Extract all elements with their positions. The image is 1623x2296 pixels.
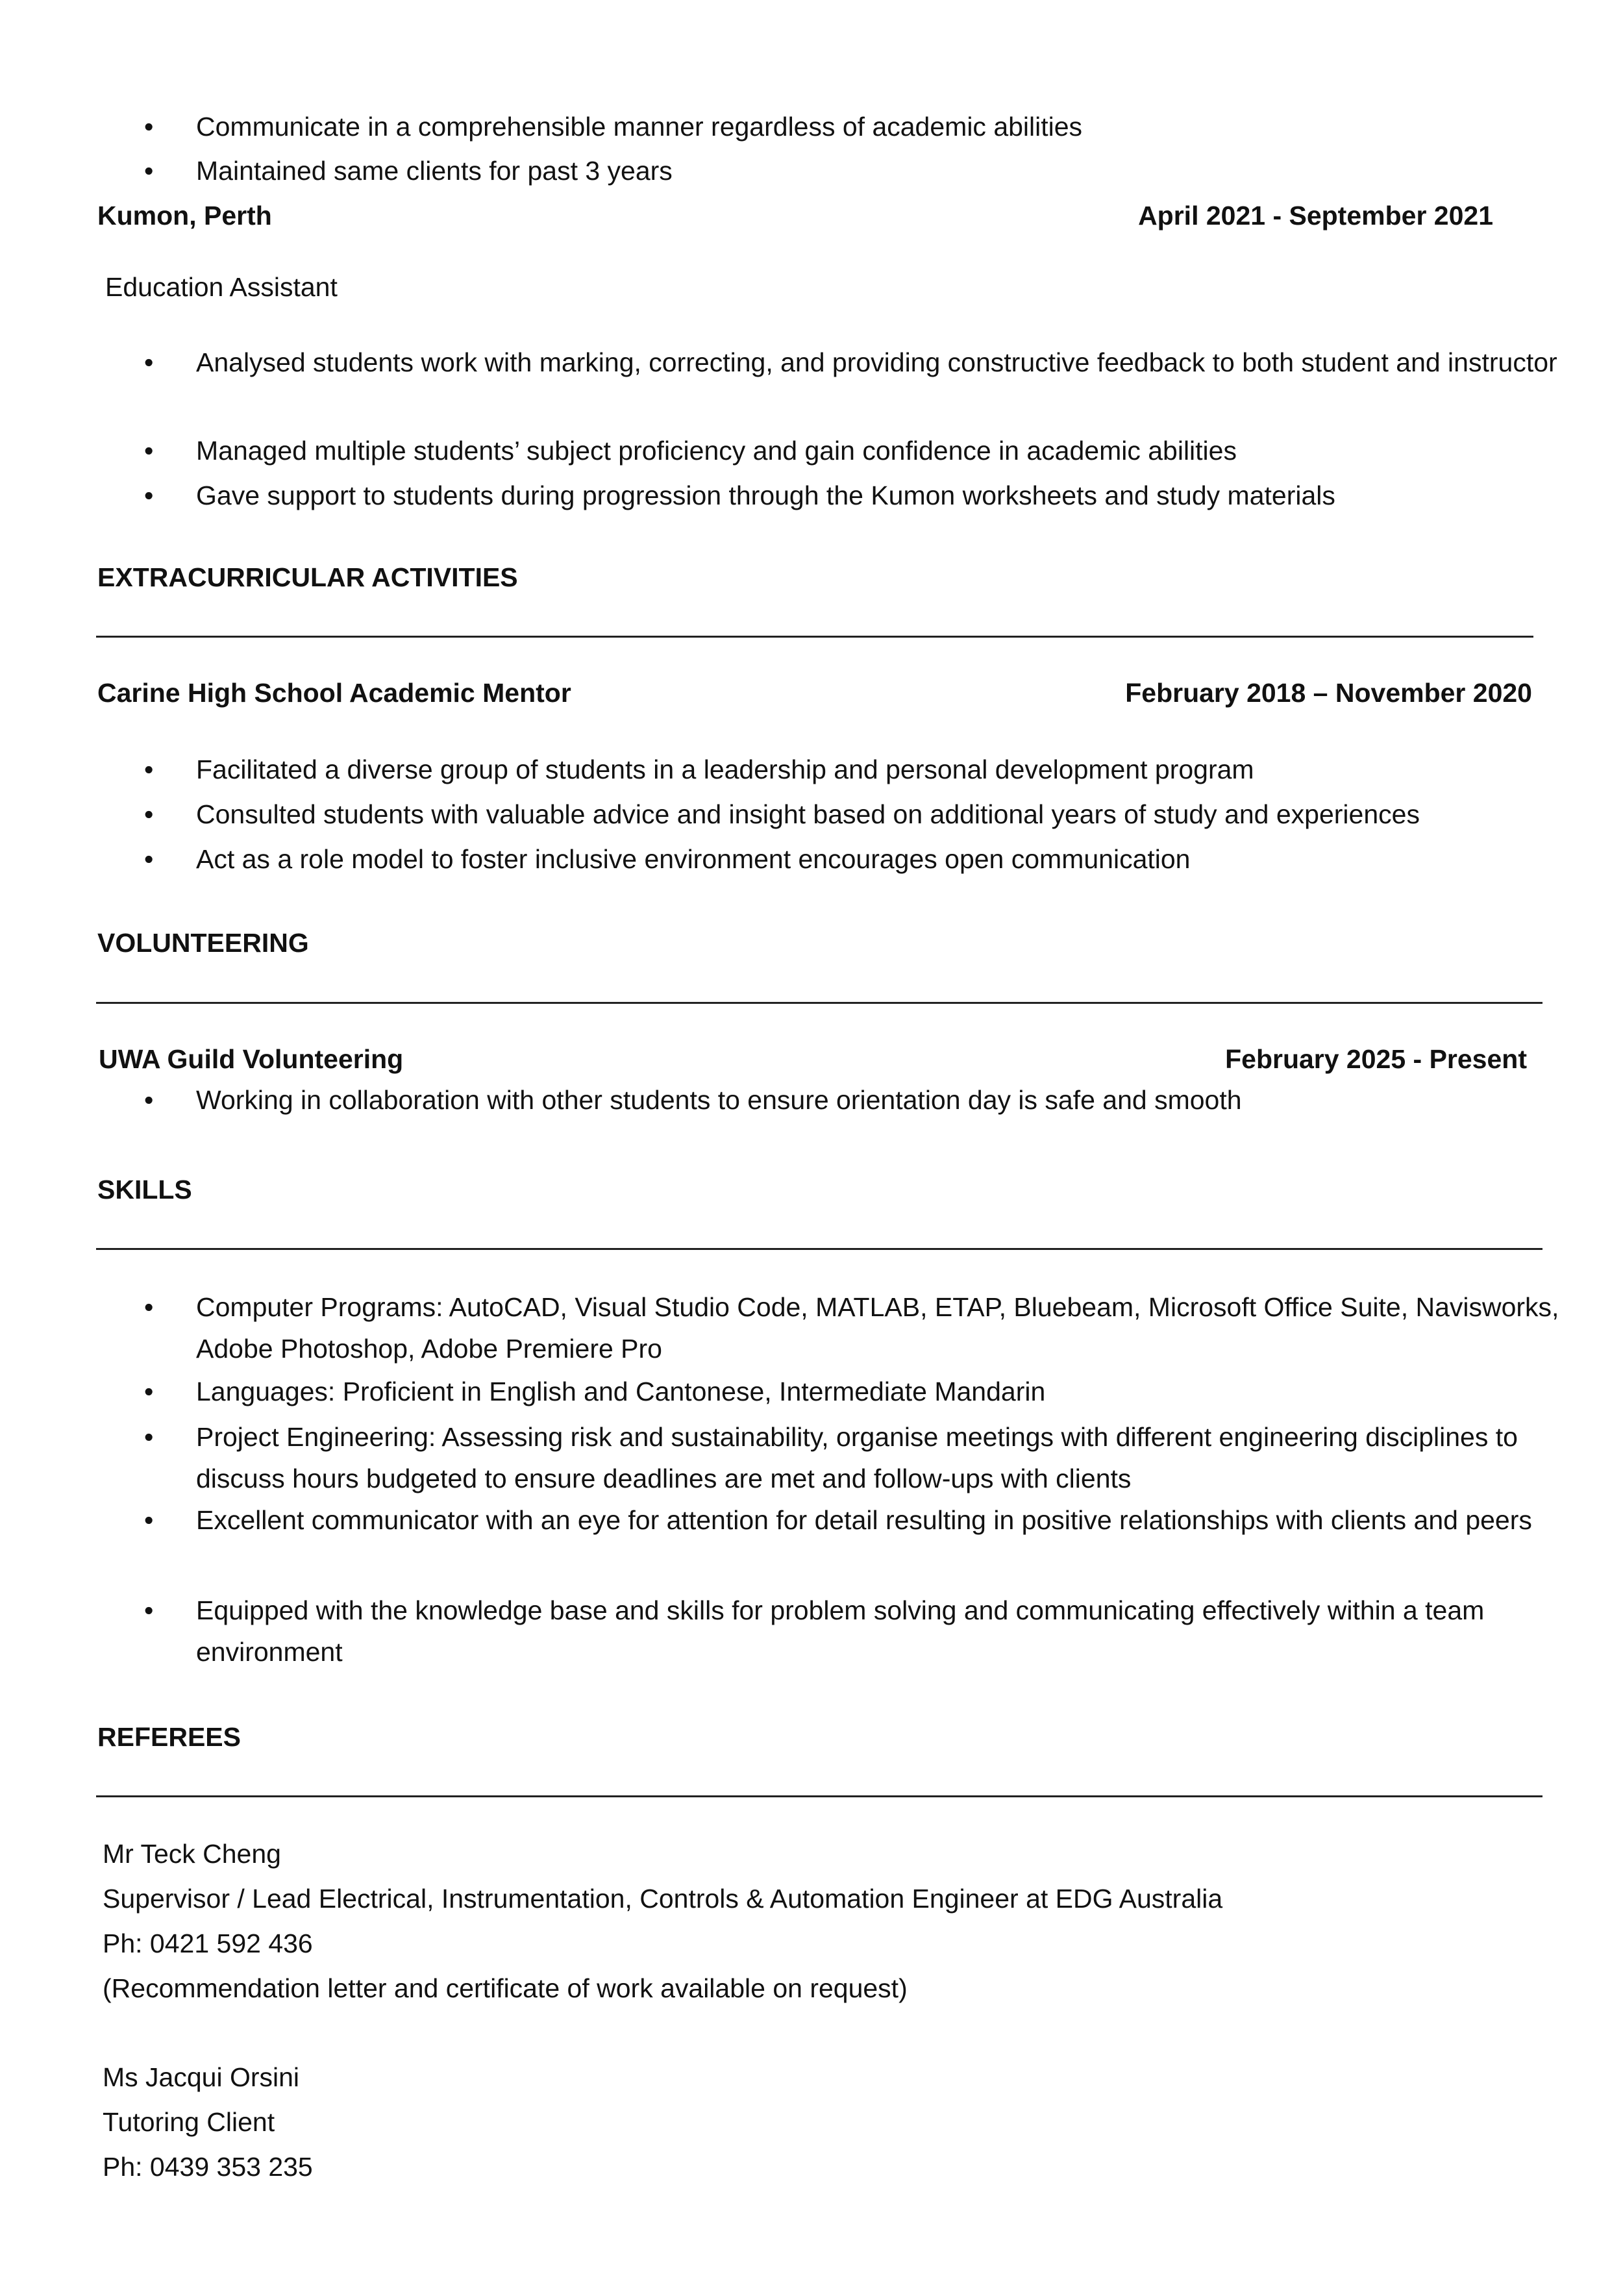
bullet-marker: • [144,1292,154,1322]
job-role: Education Assistant [105,272,338,302]
section-heading-skills: SKILLS [97,1175,192,1204]
section-divider [96,1248,1542,1250]
section-divider [96,1002,1542,1004]
referee-title: Tutoring Client [103,2107,275,2137]
section-divider [96,636,1533,638]
bullet-marker: • [144,1085,154,1115]
bullet-text: Analysed students work with marking, correcting, and providing constructive feedback to both student and instructor [196,347,1557,377]
bullet-text: Act as a role model to foster inclusive environment encourages open communication [196,844,1191,874]
bullet-marker: • [144,480,154,510]
activity-dates: February 2018 – November 2020 [1125,678,1532,708]
job-dates: April 2021 - September 2021 [1138,201,1493,231]
bullet-text: Communicate in a comprehensible manner regardless of academic abilities [196,112,1083,142]
bullet-text: Managed multiple students’ subject proficiency and gain confidence in academic abilities [196,436,1237,466]
bullet-text: Project Engineering: Assessing risk and sustainability, organise meetings with different engineering disciplines to discuss hours budgeted to ensure deadlines are met and follow-ups with clients [196,1422,1518,1493]
volunteer-dates: February 2025 - Present [1225,1044,1527,1074]
bullet-text: Consulted students with valuable advice and insight based on additional years of study and experiences [196,799,1420,829]
bullet-marker: • [144,112,154,142]
bullet-marker: • [144,347,154,377]
bullet-text: Gave support to students during progression through the Kumon worksheets and study materials [196,480,1335,510]
bullet-marker: • [144,436,154,466]
bullet-marker: • [144,755,154,784]
referee-note: (Recommendation letter and certificate of work available on request) [103,1973,908,2003]
bullet-marker: • [144,1595,154,1625]
bullet-marker: • [144,1505,154,1535]
bullet-text: Excellent communicator with an eye for attention for detail resulting in positive relationships with clients and peers [196,1505,1532,1535]
bullet-text: Facilitated a diverse group of students in a leadership and personal development program [196,755,1254,784]
bullet-marker: • [144,1422,154,1452]
referee-phone: Ph: 0439 353 235 [103,2152,313,2182]
bullet-text: Computer Programs: AutoCAD, Visual Studio Code, MATLAB, ETAP, Bluebeam, Microsoft Office Suite, Navisworks, Adobe Photoshop, Adobe Premiere Pro [196,1292,1559,1364]
bullet-text: Equipped with the knowledge base and skills for problem solving and communicating effectively within a team environment [196,1595,1485,1667]
bullet-marker: • [144,1377,154,1406]
bullet-text: Maintained same clients for past 3 years [196,156,673,186]
section-heading-referees: REFEREES [97,1722,241,1752]
volunteer-org: UWA Guild Volunteering [99,1044,404,1074]
section-heading-volunteering: VOLUNTEERING [97,928,309,958]
referee-title: Supervisor / Lead Electrical, Instrumentation, Controls & Automation Engineer at EDG Australia [103,1884,1223,1914]
bullet-marker: • [144,844,154,874]
job-org: Kumon, Perth [97,201,272,231]
activity-org: Carine High School Academic Mentor [97,678,571,708]
referee-name: Ms Jacqui Orsini [103,2062,300,2092]
section-heading-extracurricular: EXTRACURRICULAR ACTIVITIES [97,562,518,592]
bullet-marker: • [144,799,154,829]
referee-phone: Ph: 0421 592 436 [103,1928,313,1958]
section-divider [96,1795,1542,1797]
bullet-text: Working in collaboration with other students to ensure orientation day is safe and smooth [196,1085,1242,1115]
bullet-text: Languages: Proficient in English and Cantonese, Intermediate Mandarin [196,1377,1046,1406]
bullet-marker: • [144,156,154,186]
referee-name: Mr Teck Cheng [103,1839,281,1869]
